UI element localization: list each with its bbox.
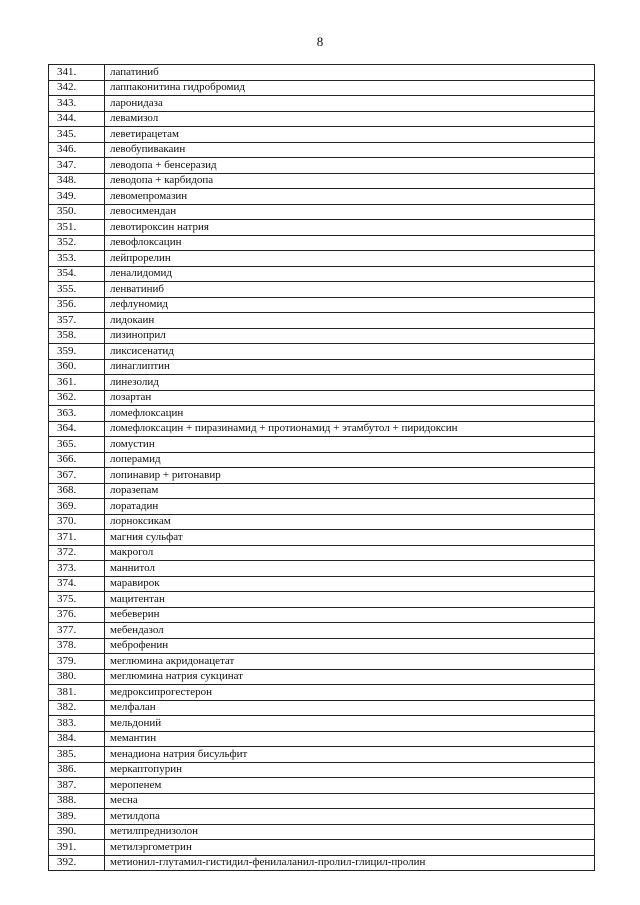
table-row	[49, 747, 595, 763]
table-row	[49, 344, 595, 360]
table-row	[49, 545, 595, 561]
table-row	[49, 452, 595, 468]
drug-name: мелфалан	[105, 700, 595, 716]
table-row	[49, 530, 595, 546]
row-number: 365.	[49, 437, 105, 453]
table-row	[49, 607, 595, 623]
table-row	[49, 778, 595, 794]
drug-name: мемантин	[105, 731, 595, 747]
table-row	[49, 297, 595, 313]
row-number: 384.	[49, 731, 105, 747]
row-number: 358.	[49, 328, 105, 344]
table-row	[49, 251, 595, 267]
drug-name: маннитол	[105, 561, 595, 577]
drug-name: леналидомид	[105, 266, 595, 282]
row-number: 382.	[49, 700, 105, 716]
row-number: 371.	[49, 530, 105, 546]
drug-name: лапатиниб	[105, 65, 595, 81]
table-row	[49, 731, 595, 747]
table-row	[49, 716, 595, 732]
row-number: 387.	[49, 778, 105, 794]
row-number: 373.	[49, 561, 105, 577]
row-number: 352.	[49, 235, 105, 251]
table-row	[49, 359, 595, 375]
drug-name: леветирацетам	[105, 127, 595, 143]
table-row	[49, 111, 595, 127]
drug-name: лоперамид	[105, 452, 595, 468]
drug-name: метилдопа	[105, 809, 595, 825]
row-number: 345.	[49, 127, 105, 143]
drug-name: лозартан	[105, 390, 595, 406]
row-number: 346.	[49, 142, 105, 158]
drug-name: лоратадин	[105, 499, 595, 515]
drug-name: ленватиниб	[105, 282, 595, 298]
drug-name: левосимендан	[105, 204, 595, 220]
row-number: 375.	[49, 592, 105, 608]
row-number: 342.	[49, 80, 105, 96]
drug-name: ломустин	[105, 437, 595, 453]
row-number: 378.	[49, 638, 105, 654]
table-row	[49, 576, 595, 592]
table-row	[49, 685, 595, 701]
row-number: 361.	[49, 375, 105, 391]
drug-name: мебеверин	[105, 607, 595, 623]
drug-name: ломефлоксацин + пиразинамид + протионамид + этамбутол + пиридоксин	[105, 421, 595, 437]
row-number: 386.	[49, 762, 105, 778]
row-number: 376.	[49, 607, 105, 623]
table-row	[49, 65, 595, 81]
drug-name: месна	[105, 793, 595, 809]
row-number: 344.	[49, 111, 105, 127]
drug-name: магния сульфат	[105, 530, 595, 546]
drug-name: медроксипрогестерон	[105, 685, 595, 701]
drug-name: лопинавир + ритонавир	[105, 468, 595, 484]
table-row	[49, 328, 595, 344]
table-row	[49, 127, 595, 143]
row-number: 370.	[49, 514, 105, 530]
table-row	[49, 406, 595, 422]
drug-name: мельдоний	[105, 716, 595, 732]
drug-name: маравирок	[105, 576, 595, 592]
row-number: 377.	[49, 623, 105, 639]
table-row	[49, 592, 595, 608]
table-row	[49, 390, 595, 406]
row-number: 348.	[49, 173, 105, 189]
drug-name: меропенем	[105, 778, 595, 794]
table-row	[49, 809, 595, 825]
drug-name: лорноксикам	[105, 514, 595, 530]
row-number: 383.	[49, 716, 105, 732]
table-row	[49, 96, 595, 112]
row-number: 385.	[49, 747, 105, 763]
drug-name: лейпрорелин	[105, 251, 595, 267]
drug-name: левобупивакаин	[105, 142, 595, 158]
table-row	[49, 142, 595, 158]
table-row	[49, 375, 595, 391]
row-number: 364.	[49, 421, 105, 437]
table-row	[49, 313, 595, 329]
table-row	[49, 421, 595, 437]
row-number: 359.	[49, 344, 105, 360]
table-row	[49, 220, 595, 236]
drug-name: меглюмина акридонацетат	[105, 654, 595, 670]
row-number: 366.	[49, 452, 105, 468]
drug-name: леводопа + бенсеразид	[105, 158, 595, 174]
drug-name: менадиона натрия бисульфит	[105, 747, 595, 763]
table-row	[49, 189, 595, 205]
drug-name: лаппаконитина гидробромид	[105, 80, 595, 96]
drug-name: ликсисенатид	[105, 344, 595, 360]
drug-name: меркаптопурин	[105, 762, 595, 778]
row-number: 369.	[49, 499, 105, 515]
table-row	[49, 204, 595, 220]
table-row	[49, 235, 595, 251]
table-row	[49, 158, 595, 174]
table-row	[49, 499, 595, 515]
row-number: 367.	[49, 468, 105, 484]
drug-name: левофлоксацин	[105, 235, 595, 251]
drug-name: метионил-глутамил-гистидил-фенилаланил-пролил-глицил-пролин	[105, 855, 595, 871]
drug-name: ларонидаза	[105, 96, 595, 112]
table-row	[49, 638, 595, 654]
table-row	[49, 855, 595, 871]
drug-name: линаглиптин	[105, 359, 595, 375]
drug-name: лефлуномид	[105, 297, 595, 313]
row-number: 368.	[49, 483, 105, 499]
table-row	[49, 173, 595, 189]
table-row	[49, 840, 595, 856]
drug-name: лидокаин	[105, 313, 595, 329]
drug-name: левотироксин натрия	[105, 220, 595, 236]
drug-name: линезолид	[105, 375, 595, 391]
row-number: 389.	[49, 809, 105, 825]
table-row	[49, 700, 595, 716]
table-row	[49, 514, 595, 530]
row-number: 354.	[49, 266, 105, 282]
drug-list-body	[49, 65, 595, 871]
table-row	[49, 483, 595, 499]
row-number: 356.	[49, 297, 105, 313]
row-number: 343.	[49, 96, 105, 112]
table-row	[49, 561, 595, 577]
row-number: 362.	[49, 390, 105, 406]
drug-name: меглюмина натрия сукцинат	[105, 669, 595, 685]
table-row	[49, 669, 595, 685]
row-number: 347.	[49, 158, 105, 174]
row-number: 349.	[49, 189, 105, 205]
row-number: 388.	[49, 793, 105, 809]
table-row	[49, 266, 595, 282]
table-row	[49, 623, 595, 639]
row-number: 357.	[49, 313, 105, 329]
row-number: 341.	[49, 65, 105, 81]
drug-name: лоразепам	[105, 483, 595, 499]
row-number: 355.	[49, 282, 105, 298]
drug-name: макрогол	[105, 545, 595, 561]
table-row	[49, 80, 595, 96]
drug-name: меброфенин	[105, 638, 595, 654]
drug-name: мацитентан	[105, 592, 595, 608]
drug-name: метилэргометрин	[105, 840, 595, 856]
row-number: 363.	[49, 406, 105, 422]
table-row	[49, 654, 595, 670]
row-number: 390.	[49, 824, 105, 840]
table-row	[49, 468, 595, 484]
row-number: 353.	[49, 251, 105, 267]
drug-name: лизиноприл	[105, 328, 595, 344]
row-number: 392.	[49, 855, 105, 871]
drug-name: леводопа + карбидопа	[105, 173, 595, 189]
row-number: 360.	[49, 359, 105, 375]
table-row	[49, 793, 595, 809]
drug-name: левомепромазин	[105, 189, 595, 205]
row-number: 380.	[49, 669, 105, 685]
table-row	[49, 437, 595, 453]
drug-name: метилпреднизолон	[105, 824, 595, 840]
drug-name: ломефлоксацин	[105, 406, 595, 422]
table-row	[49, 762, 595, 778]
drug-name: левамизол	[105, 111, 595, 127]
row-number: 381.	[49, 685, 105, 701]
table-row	[49, 824, 595, 840]
row-number: 372.	[49, 545, 105, 561]
page-number: 8	[316, 34, 324, 49]
row-number: 391.	[49, 840, 105, 856]
drug-list-table	[48, 64, 595, 871]
drug-name: мебендазол	[105, 623, 595, 639]
row-number: 374.	[49, 576, 105, 592]
table-row	[49, 282, 595, 298]
row-number: 351.	[49, 220, 105, 236]
row-number: 379.	[49, 654, 105, 670]
row-number: 350.	[49, 204, 105, 220]
